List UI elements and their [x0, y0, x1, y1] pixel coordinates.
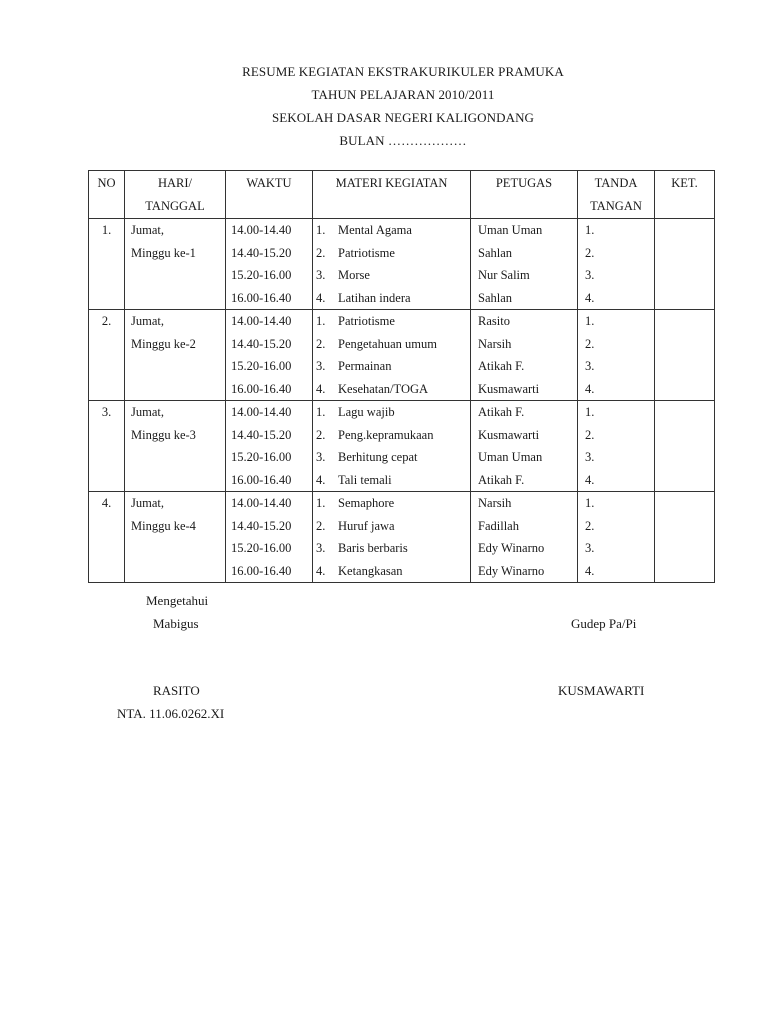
time-slot: 14.40-15.20	[231, 245, 292, 260]
header-waktu: WAKTU	[226, 171, 313, 219]
time-slot: 16.00-16.40	[231, 563, 292, 578]
schedule-table	[88, 170, 715, 583]
time-slot: 15.20-16.00	[231, 541, 292, 555]
officer-name: Atikah F.	[478, 405, 525, 419]
officer-name: Edy Winarno	[478, 541, 545, 555]
activity-number: 1.	[316, 314, 326, 328]
activity-number: 3.	[316, 541, 326, 555]
signature-number: 2.	[585, 518, 595, 533]
officer-name: Sahlan	[478, 245, 513, 260]
row-number-cell	[89, 310, 125, 401]
day-cell	[125, 492, 226, 583]
officer-name: Atikah F.	[478, 472, 525, 487]
officer-name: Kusmawarti	[478, 381, 540, 396]
activity-name: Mental Agama	[338, 223, 412, 237]
signature-cell	[578, 401, 655, 492]
time-slot: 14.00-14.40	[231, 496, 292, 510]
row-number-cell	[89, 492, 125, 583]
week-label: Minggu ke-3	[131, 427, 196, 442]
signature-number: 1.	[585, 496, 595, 510]
title-line-3: SEKOLAH DASAR NEGERI KALIGONDANG	[271, 110, 535, 125]
activity-number: 2.	[316, 245, 326, 260]
activity-cell	[313, 219, 471, 310]
activity-number: 4.	[316, 472, 326, 487]
officer-name: Fadillah	[478, 518, 519, 533]
officer-name: Kusmawarti	[478, 427, 540, 442]
activity-number: 3.	[316, 359, 326, 373]
time-cell	[226, 492, 313, 583]
signature-number: 4.	[585, 381, 595, 396]
signature-number: 1.	[585, 405, 595, 419]
week-label: Minggu ke-4	[131, 518, 196, 533]
officer-name: Narsih	[478, 496, 512, 510]
signature-number: 4.	[585, 472, 595, 487]
signature-number: 3.	[585, 450, 595, 464]
activity-number: 1.	[316, 496, 326, 510]
officer-name: Narsih	[478, 336, 512, 351]
activity-item	[316, 378, 470, 401]
signature-number: 4.	[585, 290, 595, 305]
activity-number: 1.	[316, 223, 326, 237]
signature-number: 2.	[585, 427, 595, 442]
activity-name: Patriotisme	[338, 245, 395, 260]
time-slot: 16.00-16.40	[231, 290, 292, 305]
header-materi: MATERI KEGIATAN	[313, 171, 471, 219]
table-row	[89, 219, 715, 310]
header-hari-tanggal: HARI/ TANGGAL	[125, 171, 226, 219]
activity-name: Berhitung cepat	[338, 450, 418, 464]
time-slot: 15.20-16.00	[231, 359, 292, 373]
title-line-4: BULAN ………………	[339, 133, 467, 148]
activity-item	[316, 219, 470, 242]
activity-number: 3.	[316, 450, 326, 464]
activity-number: 3.	[316, 268, 326, 282]
title-line-1: RESUME KEGIATAN EKSTRAKURIKULER PRAMUKA	[242, 64, 564, 79]
signature-number: 3.	[585, 359, 595, 373]
header-tanda-tangan: TANDA TANGAN	[578, 171, 655, 219]
activity-number: 2.	[316, 336, 326, 351]
row-number: 2.	[101, 314, 112, 328]
activity-name: Kesehatan/TOGA	[338, 381, 429, 396]
time-slot: 14.00-14.40	[231, 223, 292, 237]
activity-item	[316, 401, 470, 424]
officer-name: Atikah F.	[478, 359, 525, 373]
row-number-cell	[89, 219, 125, 310]
activity-number: 2.	[316, 427, 326, 442]
officer-name: Nur Salim	[478, 268, 530, 282]
notes-cell	[655, 310, 715, 401]
activity-item	[316, 242, 470, 265]
row-number: 3.	[101, 405, 112, 419]
activity-number: 4.	[316, 381, 326, 396]
activity-item	[316, 333, 470, 356]
table-row	[89, 492, 715, 583]
table-header-row	[89, 171, 715, 219]
time-slot: 16.00-16.40	[231, 381, 292, 396]
activity-name: Ketangkasan	[338, 563, 403, 578]
sign-right-role: Gudep Pa/Pi	[571, 616, 637, 631]
row-number-cell	[89, 401, 125, 492]
activity-name: Lagu wajib	[338, 405, 395, 419]
day-label: Jumat,	[131, 314, 164, 328]
activity-cell	[313, 401, 471, 492]
notes-cell	[655, 219, 715, 310]
day-cell	[125, 310, 226, 401]
activity-name: Baris berbaris	[338, 541, 408, 555]
officer-cell	[471, 219, 578, 310]
time-cell	[226, 219, 313, 310]
signature-number: 1.	[585, 314, 595, 328]
time-cell	[226, 310, 313, 401]
officer-name: Uman Uman	[478, 223, 543, 237]
officer-name: Uman Uman	[478, 450, 543, 464]
header-ket: KET.	[655, 171, 715, 219]
sign-right-name: KUSMAWARTI	[558, 683, 645, 698]
time-slot: 14.40-15.20	[231, 518, 292, 533]
time-slot: 14.40-15.20	[231, 427, 292, 442]
signature-number: 3.	[585, 268, 595, 282]
signature-number: 2.	[585, 336, 595, 351]
officer-name: Rasito	[478, 314, 510, 328]
sign-left-role: Mabigus	[153, 616, 199, 631]
signature-cell	[578, 492, 655, 583]
time-cell	[226, 401, 313, 492]
activity-name: Peng.kepramukaan	[338, 427, 434, 442]
activity-item	[316, 310, 470, 333]
activity-name: Permainan	[338, 359, 392, 373]
activity-item	[316, 560, 470, 583]
activity-item	[316, 492, 470, 515]
activity-name: Huruf jawa	[338, 518, 395, 533]
activity-cell	[313, 492, 471, 583]
activity-name: Pengetahuan umum	[338, 336, 437, 351]
officer-cell	[471, 310, 578, 401]
signature-cell	[578, 310, 655, 401]
sign-left-id: NTA. 11.06.0262.XI	[117, 706, 225, 721]
time-slot: 14.00-14.40	[231, 405, 292, 419]
activity-item	[316, 424, 470, 447]
activity-name: Semaphore	[338, 496, 395, 510]
header-no: NO	[89, 171, 125, 219]
day-cell	[125, 219, 226, 310]
sign-left-name: RASITO	[153, 683, 200, 698]
week-label: Minggu ke-2	[131, 336, 196, 351]
activity-item	[316, 515, 470, 538]
activity-number: 4.	[316, 563, 326, 578]
day-label: Jumat,	[131, 405, 164, 419]
activity-name: Tali temali	[338, 472, 392, 487]
activity-item	[316, 469, 470, 492]
officer-cell	[471, 492, 578, 583]
sign-left-heading: Mengetahui	[146, 593, 209, 608]
title-line-2: TAHUN PELAJARAN 2010/2011	[311, 87, 495, 102]
activity-name: Patriotisme	[338, 314, 395, 328]
time-slot: 14.00-14.40	[231, 314, 292, 328]
activity-number: 4.	[316, 290, 326, 305]
activity-item	[316, 537, 470, 560]
time-slot: 16.00-16.40	[231, 472, 292, 487]
officer-name: Edy Winarno	[478, 563, 545, 578]
signature-number: 2.	[585, 245, 595, 260]
activity-name: Morse	[338, 268, 370, 282]
row-number: 1.	[101, 223, 112, 237]
activity-name: Latihan indera	[338, 290, 411, 305]
activity-item	[316, 446, 470, 469]
signature-cell	[578, 219, 655, 310]
day-cell	[125, 401, 226, 492]
document-title-block	[0, 60, 768, 152]
day-label: Jumat,	[131, 223, 164, 237]
signature-number: 3.	[585, 541, 595, 555]
week-label: Minggu ke-1	[131, 245, 196, 260]
activity-item	[316, 264, 470, 287]
table-row	[89, 401, 715, 492]
activity-item	[316, 287, 470, 310]
notes-cell	[655, 492, 715, 583]
notes-cell	[655, 401, 715, 492]
officer-name: Sahlan	[478, 290, 513, 305]
day-label: Jumat,	[131, 496, 164, 510]
time-slot: 15.20-16.00	[231, 268, 292, 282]
activity-number: 2.	[316, 518, 326, 533]
activity-cell	[313, 310, 471, 401]
signature-number: 4.	[585, 563, 595, 578]
signature-number: 1.	[585, 223, 595, 237]
table-row	[89, 310, 715, 401]
time-slot: 14.40-15.20	[231, 336, 292, 351]
activity-item	[316, 355, 470, 378]
activity-number: 1.	[316, 405, 326, 419]
officer-cell	[471, 401, 578, 492]
header-petugas: PETUGAS	[471, 171, 578, 219]
row-number: 4.	[101, 496, 112, 510]
time-slot: 15.20-16.00	[231, 450, 292, 464]
